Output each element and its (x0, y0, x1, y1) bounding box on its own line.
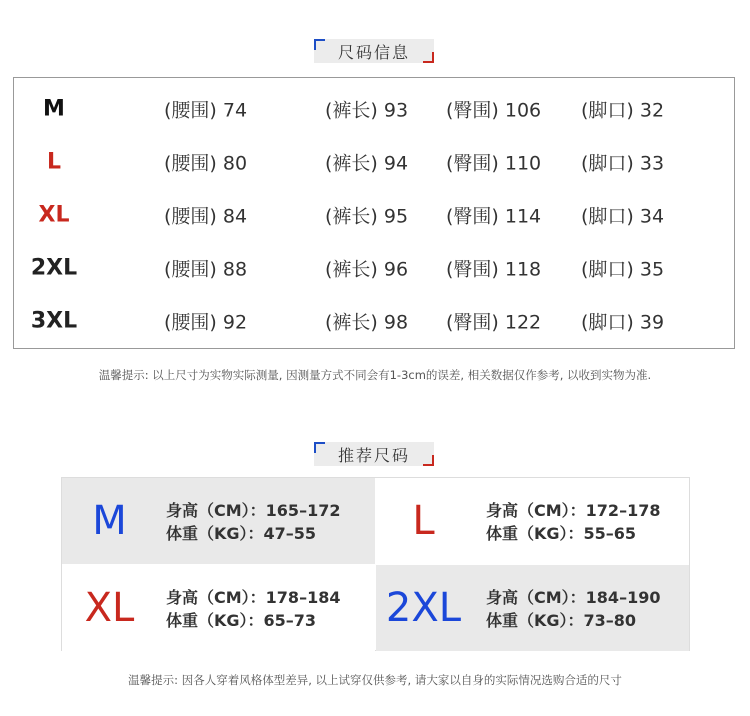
recommend-size: 2XL (385, 585, 462, 631)
recommend-size: XL (84, 585, 135, 631)
size-text: L (46, 149, 62, 174)
hem-value: (脚口) 39 (581, 311, 665, 333)
size-info-title (314, 39, 434, 63)
waist-value: (腰围) 80 (164, 152, 248, 174)
height-range: 身高（CM）：172–178 (486, 501, 661, 520)
height-range: 身高（CM）：184–190 (486, 588, 661, 607)
waist-value: (腰围) 84 (164, 205, 248, 227)
height-range: 身高（CM）：165–172 (166, 501, 341, 520)
size-text: M (43, 96, 65, 121)
weight-range: 体重（KG）：73–80 (486, 611, 637, 630)
size-table (13, 77, 735, 349)
recommend-size: L (412, 498, 435, 544)
title-corner-blue (314, 39, 325, 50)
size-row (14, 294, 734, 347)
recommend-title (314, 442, 434, 466)
recommend-cell (376, 478, 689, 564)
size-row (14, 82, 734, 135)
length-value: (裤长) 98 (325, 311, 409, 333)
recommend-info (486, 586, 660, 632)
waist-value: (腰围) 88 (164, 258, 248, 280)
recommend-info (486, 499, 660, 545)
recommend-info (166, 586, 340, 632)
hem-value: (脚口) 33 (581, 152, 665, 174)
hip-value: (臀围) 118 (446, 258, 542, 280)
recommend-cell (62, 478, 375, 564)
title-corner-red (423, 52, 434, 63)
recommend-title-text: 推荐尺码 (337, 445, 410, 465)
recommend-size: M (92, 498, 127, 544)
size-text: XL (38, 202, 70, 227)
hip-value: (臀围) 122 (446, 311, 542, 333)
recommend-info (166, 499, 340, 545)
height-range: 身高（CM）：178–184 (166, 588, 341, 607)
length-value: (裤长) 93 (325, 99, 409, 121)
waist-value: (腰围) 74 (164, 99, 248, 121)
recommend-cell (62, 565, 375, 651)
size-text: 3XL (30, 308, 78, 333)
weight-range: 体重（KG）：55–65 (486, 524, 637, 543)
weight-range: 体重（KG）：65–73 (166, 611, 317, 630)
weight-range: 体重（KG）：47–55 (166, 524, 317, 543)
length-value: (裤长) 96 (325, 258, 409, 280)
length-value: (裤长) 95 (325, 205, 409, 227)
size-text: 2XL (30, 255, 78, 280)
size-info-title-text: 尺码信息 (337, 42, 410, 62)
length-value: (裤长) 94 (325, 152, 409, 174)
hip-value: (臀围) 114 (446, 205, 542, 227)
hip-value: (臀围) 110 (446, 152, 542, 174)
hem-value: (脚口) 35 (581, 258, 665, 280)
hip-value: (臀围) 106 (446, 99, 542, 121)
waist-value: (腰围) 92 (164, 311, 248, 333)
hem-value: (脚口) 32 (581, 99, 665, 121)
title-corner-red (423, 455, 434, 466)
hem-value: (脚口) 34 (581, 205, 665, 227)
recommend-cell (376, 565, 689, 651)
size-row (14, 188, 734, 241)
size-row (14, 135, 734, 188)
size-note: 温馨提示: 以上尺寸为实物实际测量, 因测量方式不同会有1-3cm的误差, 相关数据仅作参考, 以收到实物为准. (98, 368, 652, 382)
recommend-note: 温馨提示: 因各人穿着风格体型差异, 以上试穿仅供参考, 请大家以自身的实际情况选购合适的尺寸 (128, 673, 622, 687)
size-row (14, 241, 734, 294)
recommend-grid (61, 477, 690, 651)
title-corner-blue (314, 442, 325, 453)
